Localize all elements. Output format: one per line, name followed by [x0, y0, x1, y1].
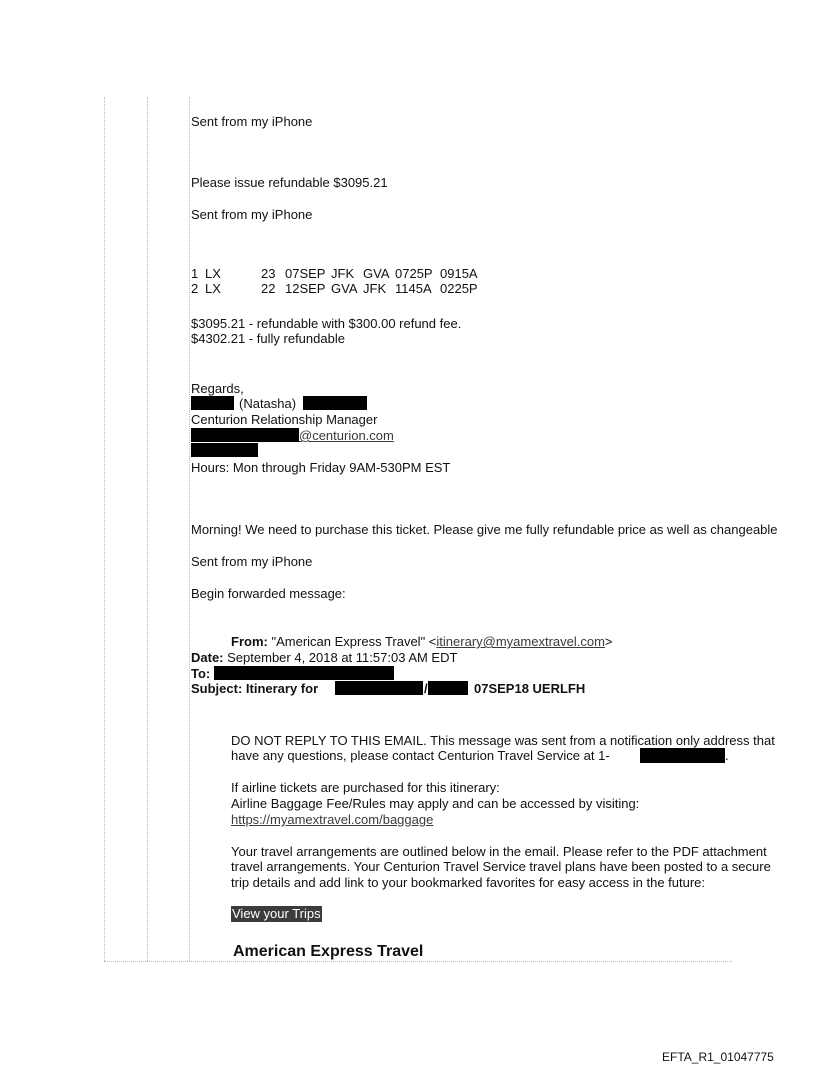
date-line: Date: September 4, 2018 at 11:57:03 AM EDT — [191, 650, 458, 665]
redaction-box — [335, 681, 423, 695]
travel-line-3: trip details and add link to your bookmarked favorites for easy access in the future: — [231, 875, 706, 890]
forwarded-label: Begin forwarded message: — [191, 586, 346, 601]
subject-line: Subject: Itinerary for — [191, 681, 319, 696]
notice-line-2-end: . — [725, 748, 729, 763]
bottom-divider — [104, 961, 732, 962]
travel-line-1: Your travel arrangements are outlined below in the email. Please refer to the PDF attachment — [231, 844, 767, 859]
itinerary-row: 1 LX 23 07SEP JFK GVA 0725P 0915A — [191, 266, 478, 281]
redaction-box — [428, 681, 468, 695]
subject-separator: / — [424, 681, 428, 696]
from-email-link[interactable]: itinerary@myamextravel.com — [436, 634, 605, 649]
signature-hours: Hours: Mon through Friday 9AM-530PM EST — [191, 460, 451, 475]
airline-line-2: Airline Baggage Fee/Rules may apply and can be accessed by visiting: — [231, 796, 640, 811]
view-trips-button[interactable]: View your Trips — [232, 906, 321, 921]
quote-border — [189, 97, 190, 961]
redaction-box — [214, 666, 394, 680]
signature-role: Centurion Relationship Manager — [191, 412, 378, 427]
baggage-link[interactable]: https://myamextravel.com/baggage — [231, 812, 434, 827]
morning-message: Morning! We need to purchase this ticket. Please give me fully refundable price as well as changeable — [191, 522, 778, 537]
itinerary-table — [191, 266, 478, 296]
travel-line-2: travel arrangements. Your Centurion Travel Service travel plans have been posted to a secure — [231, 859, 771, 874]
to-line: To: — [191, 666, 211, 681]
signature-email-link[interactable]: @centurion.com — [299, 428, 394, 443]
signature-name: (Natasha) — [239, 396, 297, 411]
notice-line-1: DO NOT REPLY TO THIS EMAIL. This message was sent from a notification only address that — [231, 733, 775, 748]
sent-from-iphone: Sent from my iPhone — [191, 554, 313, 569]
quote-border — [104, 97, 105, 961]
regards: Regards, — [191, 381, 244, 396]
document-id: EFTA_R1_01047775 — [662, 1050, 774, 1064]
subject-tail: 07SEP18 UERLFH — [474, 681, 586, 696]
airline-line-1: If airline tickets are purchased for this itinerary: — [231, 780, 500, 795]
itinerary-row: 2 LX 22 12SEP GVA JFK 1145A 0225P — [191, 281, 478, 296]
notice-line-2: have any questions, please contact Centurion Travel Service at 1- — [231, 748, 610, 763]
redaction-box — [191, 428, 299, 442]
quote-border — [147, 97, 148, 961]
redaction-box — [191, 396, 234, 410]
sent-from-iphone: Sent from my iPhone — [191, 114, 313, 129]
redaction-box — [640, 748, 725, 763]
redaction-box — [303, 396, 367, 410]
fare-fully-refundable: $4302.21 - fully refundable — [191, 331, 345, 346]
redaction-box — [191, 443, 258, 457]
from-line: From: "American Express Travel" <itinerary@myamextravel.com> — [231, 634, 613, 649]
brand-heading: American Express Travel — [233, 943, 424, 960]
fare-refundable: $3095.21 - refundable with $300.00 refund fee. — [191, 316, 462, 331]
refund-request: Please issue refundable $3095.21 — [191, 175, 388, 190]
sent-from-iphone: Sent from my iPhone — [191, 207, 313, 222]
